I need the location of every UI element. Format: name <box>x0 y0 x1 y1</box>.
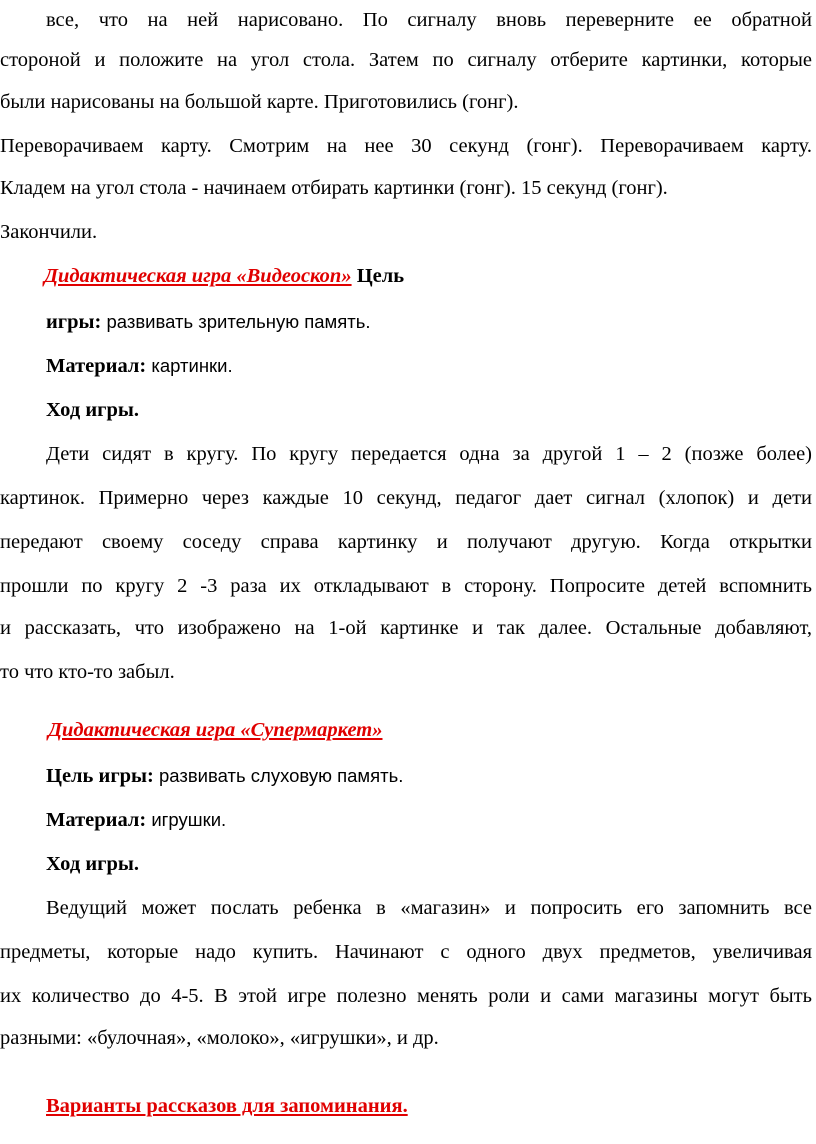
intro-line-6: Закончили. <box>0 221 98 243</box>
game2-goal-row <box>46 762 746 790</box>
game1-goal-text: развивать зрительную память. <box>106 311 371 332</box>
game1-body-line-6: то что кто-то забыл. <box>0 661 175 683</box>
game1-body-line-4: прошли по кругу 2 -3 раза их откладывают в сторону. Попросите детей вспомнить <box>0 575 812 597</box>
game2-body-line-4: разными: «булочная», «молоко», «игрушки», и др. <box>0 1027 439 1049</box>
intro-line-2: стороной и положите на угол стола. Затем по сигналу отберите картинки, которые <box>0 49 812 71</box>
game1-heading-row <box>44 262 744 290</box>
game2-material-text: игрушки. <box>151 809 227 830</box>
game2-body-line-1: Ведущий может послать ребенка в «магазин» и попросить его запомнить все <box>46 897 812 919</box>
game1-body-line-2: картинок. Примерно через каждые 10 секунд, педагог дает сигнал (хлопок) и дети <box>0 487 812 509</box>
game2-body-line-3: их количество до 4-5. В этой игре полезно менять роли и сами магазины могут быть <box>0 985 812 1007</box>
game1-body-line-5: и рассказать, что изображено на 1-ой картинке и так далее. Остальные добавляют, <box>0 617 812 639</box>
intro-line-1: все, что на ней нарисовано. По сигналу вновь переверните ее обратной <box>46 9 812 31</box>
game2-goal-label: Цель игры: <box>46 765 154 787</box>
game2-goal-text: развивать слуховую память. <box>159 765 404 786</box>
game2-title: Дидактическая игра «Супермаркет» <box>48 719 383 741</box>
game1-goal-label-part2: игры: <box>46 311 102 333</box>
game2-material-label: Материал: <box>46 809 147 831</box>
game1-body-line-3: передают своему соседу справа картинку и получают другую. Когда открытки <box>0 531 812 553</box>
game1-material-text: картинки. <box>151 355 233 376</box>
intro-line-5: Кладем на угол стола - начинаем отбирать картинки (гонг). 15 секунд (гонг). <box>0 177 668 199</box>
variants-heading-row <box>46 1092 746 1120</box>
game2-material-row <box>46 806 746 834</box>
intro-line-3: были нарисованы на большой карте. Приготовились (гонг). <box>0 91 519 113</box>
game1-material-row <box>46 352 746 380</box>
game1-goal-row <box>46 308 746 336</box>
game2-body-line-2: предметы, которые надо купить. Начинают с одного двух предметов, увеличивая <box>0 941 812 963</box>
game1-goal-label-part1: Цель <box>356 265 405 287</box>
intro-line-4: Переворачиваем карту. Смотрим на нее 30 секунд (гонг). Переворачиваем карту. <box>0 135 812 157</box>
game1-material-label: Материал: <box>46 355 147 377</box>
variants-heading: Варианты рассказов для запоминания. <box>46 1095 408 1117</box>
game2-process-label: Ход игры. <box>46 853 139 875</box>
game2-heading-row <box>48 716 748 744</box>
game1-process-label: Ход игры. <box>46 399 139 421</box>
game1-body-line-1: Дети сидят в кругу. По кругу передается одна за другой 1 – 2 (позже более) <box>46 443 812 465</box>
game1-title: Дидактическая игра «Видеоскоп» <box>44 265 352 287</box>
